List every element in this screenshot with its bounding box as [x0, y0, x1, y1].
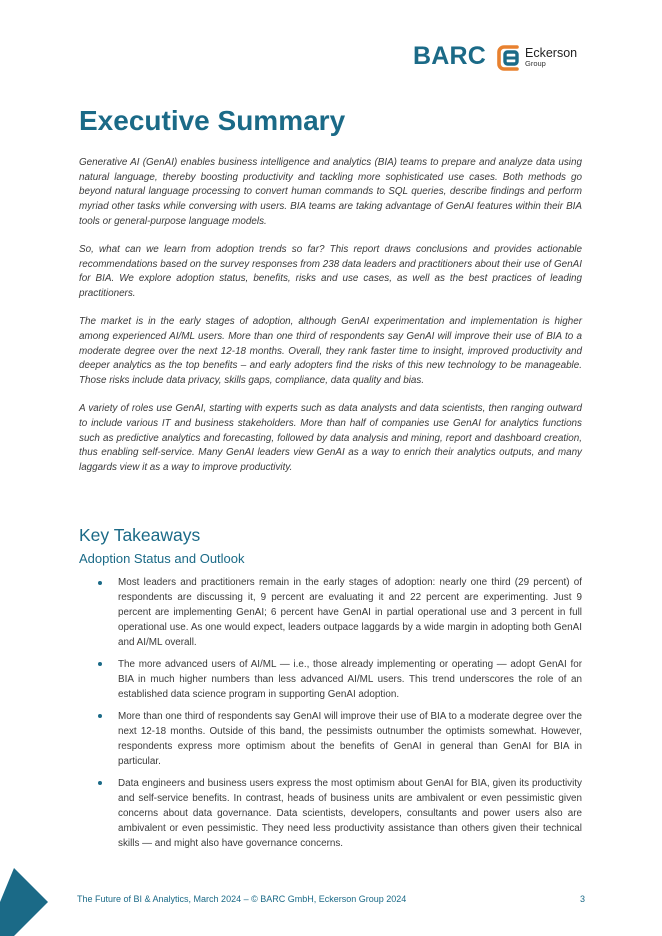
- footer-text: The Future of BI & Analytics, March 2024 – © BARC GmbH, Eckerson Group 2024: [77, 894, 407, 904]
- summary-paragraph: Generative AI (GenAI) enables business intelligence and analytics (BIA) teams to prepare and analyze data using natural language, thereby boosting productivity and tackling more sophisticated use cases. Both methods go beyond natural language processing to convert human commands to SQL queries, describe findings and perform myriad other tasks while conversing with users. BIA teams are taking advantage of GenAI features within their BIA tools or general-purpose language models.: [79, 157, 582, 227]
- takeaway-text: Most leaders and practitioners remain in the early stages of adoption: nearly one third (29 percent) of respondents are discussing it, 9 percent are evaluating it and 22 percent are experimenting. Just 9 percent are implementing GenAI; 6 percent have GenAI in partial operational use and 3 percent in full operational use. As one would expect, leaders outpace laggards by a wide margin in adopting both GenAI and AI/ML overall.: [118, 577, 582, 649]
- takeaway-item: [79, 709, 582, 769]
- summary-paragraph: The market is in the early stages of adoption, although GenAI experimentation and implementation is higher among experienced AI/ML users. More than one third of respondents say GenAI will improve their use of BIA to a moderate degree over the next 12-18 months. Overall, they rank faster time to insight, improved productivity and deeper analytics as the top benefits – and early adopters find the risks of this new technology to be manageable. Those risks include data privacy, skills gaps, compliance, data quality and bias.: [79, 316, 582, 387]
- page-title: Executive Summary: [79, 105, 346, 136]
- eckerson-mark-icon: [497, 45, 521, 71]
- eckerson-logo-sub: Group: [525, 59, 546, 68]
- takeaway-item: [79, 776, 582, 851]
- takeaway-text: Data engineers and business users express the most optimism about GenAI for BIA, given its productivity and self-service benefits. In contrast, heads of business units are ambivalent or even pessimistic given concerns about data governance. Data scientists, developers, consultants and power users also are ambivalent or even pessimistic. They need less productivity assistance than others given their technical skills — and might also have governance concerns.: [118, 777, 582, 849]
- corner-decoration-icon: [0, 868, 50, 936]
- bullet-icon: [98, 714, 102, 718]
- summary-paragraph: So, what can we learn from adoption trends so far? This report draws conclusions and provides actionable recommendations based on the survey responses from 238 data leaders and practitioners about their use of GenAI for BIA. We explore adoption status, benefits, risks and use cases, as well as the best practices of leading practitioners.: [79, 244, 582, 300]
- takeaways-list: [79, 575, 582, 858]
- takeaway-text: More than one third of respondents say GenAI will improve their use of BIA to a moderate degree over the next 12-18 months. Outside of this band, the pessimists outnumber the optimists somewhat. However, respondents express more optimism about the benefits of GenAI in general than GenAI for BIA in particular.: [118, 710, 582, 768]
- eckerson-logo-name: Eckerson: [525, 46, 578, 60]
- executive-summary-body: [79, 156, 582, 489]
- eckerson-group-logo: [497, 45, 589, 71]
- bullet-icon: [98, 581, 102, 585]
- barc-logo: BARC: [413, 42, 487, 70]
- key-takeaways-heading: Key Takeaways: [79, 525, 201, 545]
- takeaway-item: [79, 575, 582, 650]
- bullet-icon: [98, 662, 102, 666]
- bullet-icon: [98, 781, 102, 785]
- page-number: 3: [580, 894, 586, 904]
- takeaway-text: The more advanced users of AI/ML — i.e., those already implementing or operating — adopt GenAI for BIA in much higher numbers than less advanced AI/ML users. This trend underscores the role of an established data science program in supporting GenAI adoption.: [118, 658, 582, 701]
- adoption-status-subheading: Adoption Status and Outlook: [79, 551, 245, 566]
- summary-paragraph: A variety of roles use GenAI, starting with experts such as data analysts and data scientists, then ranging outward to include various IT and business stakeholders. More than half of companies use GenAI for analytics functions such as predictive analytics and forecasting, followed by data analysis and mining, report and dashboard creation, thus enabling self-service. Many GenAI leaders view GenAI as a way to enrich their analytics outputs, and many laggards view it as a way to improve productivity.: [79, 403, 582, 474]
- takeaway-item: [79, 657, 582, 702]
